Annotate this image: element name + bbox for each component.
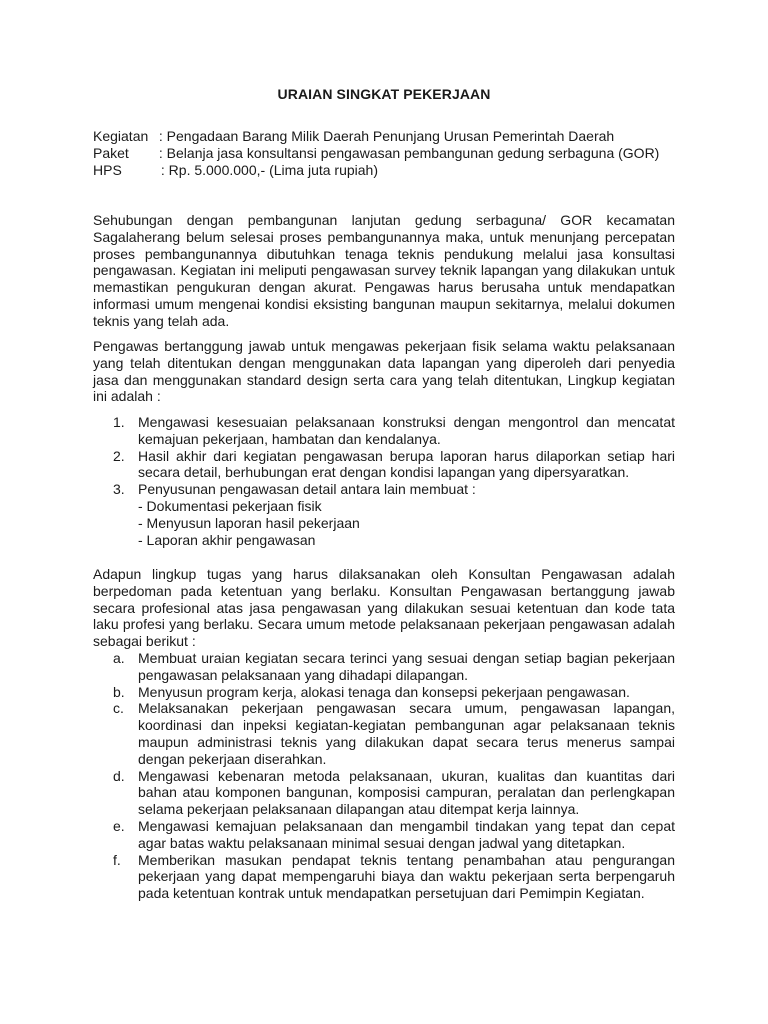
method-list	[93, 650, 675, 902]
list-text: Menyusun program kerja, alokasi tenaga dan konsepsi pekerjaan pengawasan.	[138, 683, 630, 700]
info-value: Belanja jasa konsultansi pengawasan pembangunan gedung serbaguna (GOR)	[166, 145, 660, 161]
list-text: Mengawasi kebenaran metoda pelaksanaan, ukuran, kualitas dan kuantitas dari bahan atau komponen bangunan, komposisi campuran, peralatan dan perlengkapan selama pekerjaan pelaksanaan dilapangan atau ditempat kerja lainnya.	[138, 767, 675, 818]
list-letter: c.	[113, 700, 124, 717]
info-row-paket: Paket : Belanja jasa konsultansi pengawasan pembangunan gedung serbaguna (GOR)	[93, 145, 660, 161]
list-letter: f.	[113, 851, 121, 868]
info-row-kegiatan: Kegiatan : Pengadaan Barang Milik Daerah Penunjang Urusan Pemerintah Daerah	[93, 128, 615, 144]
list-number: 3.	[113, 481, 125, 498]
scope-list	[93, 414, 675, 548]
sub-list-item: - Dokumentasi pekerjaan fisik	[138, 497, 322, 514]
list-text: Hasil akhir dari kegiatan pengawasan berupa laporan harus dilaporkan setiap hari secara detail, berhubungan erat dengan kondisi lapangan yang dipersyaratkan.	[138, 447, 675, 481]
list-letter: a.	[113, 650, 125, 666]
list-item	[93, 700, 675, 767]
paragraph-scope: Pengawas bertanggung jawab untuk mengawas pekerjaan fisik selama waktu pelaksanaan yang telah ditentukan dengan menggunakan data lapangan yang diperoleh dari penyedia jasa dan menggunakan standard design serta cara yang telah ditentukan, Lingkup kegiatan ini adalah :	[93, 338, 675, 405]
info-value: Rp. 5.000.000,- (Lima juta rupiah)	[168, 162, 379, 178]
paragraph-intro: Sehubungan dengan pembangunan lanjutan gedung serbaguna/ GOR kecamatan Sagalaherang belum selesai proses pembangunannya maka, untuk menunjang percepatan proses pembangunannya dibutuhkan tenaga teknis pendukung melalui jasa konsultasi pengawasan. Kegiatan ini meliputi pengawasan survey teknik lapangan yang dilakukan untuk memastikan pengukuran dengan akurat. Pengawas harus berusaha untuk mendapatkan informasi umum mengenai kondisi eksisting bangunan maupun sekitarnya, melalui dokumen teknis yang telah ada.	[93, 212, 675, 329]
info-label: Kegiatan	[93, 128, 149, 144]
document-title: URAIAN SINGKAT PEKERJAAN	[277, 86, 491, 102]
list-item	[93, 650, 675, 684]
list-number: 1.	[113, 414, 125, 430]
info-label: Paket	[93, 145, 129, 161]
list-item	[93, 768, 675, 818]
list-item	[93, 852, 675, 902]
list-item	[93, 818, 675, 852]
sub-list-item: - Menyusun laporan hasil pekerjaan	[138, 514, 360, 531]
list-number: 2.	[113, 447, 125, 464]
list-item	[93, 481, 675, 548]
list-item	[93, 684, 675, 701]
list-text: Melaksanakan pekerjaan pengawasan secara umum, pengawasan lapangan, koordinasi dan inpeksi kegiatan-kegiatan pembangunan agar pelaksanaan teknis maupun administrasi teknis yang dilakukan dapat secara terus menerus sampai dengan pekerjaan diserahkan.	[138, 700, 675, 767]
paragraph-method: Adapun lingkup tugas yang harus dilaksanakan oleh Konsultan Pengawasan adalah berpedoman pada ketentuan yang berlaku. Konsultan Pengawasan bertanggung jawab secara profesional atas jasa pengawasan yang dilakukan sesuai ketentuan dan kode tata laku profesi yang berlaku. Secara umum metode pelaksanaan pekerjaan pengawasan adalah sebagai berikut :	[93, 566, 675, 650]
list-item	[93, 448, 675, 482]
list-text: Penyusunan pengawasan detail antara lain membuat :	[138, 481, 476, 498]
list-item	[93, 414, 675, 448]
list-text: Mengawasi kesesuaian pelaksanaan konstruksi dengan mengontrol dan mencatat kemajuan pekerjaan, hambatan dan kendalanya.	[138, 414, 675, 447]
sub-list-item: - Laporan akhir pengawasan	[138, 531, 316, 548]
list-text: Memberikan masukan pendapat teknis tentang penambahan atau pengurangan pekerjaan yang dapat mempengaruhi biaya dan waktu pekerjaan serta berpengaruh pada ketentuan kontrak untuk mendapatkan persetujuan dari Pemimpin Kegiatan.	[138, 851, 675, 902]
list-letter: b.	[113, 683, 125, 700]
info-block	[93, 128, 693, 179]
info-row-hps: HPS : Rp. 5.000.000,- (Lima juta rupiah)	[93, 162, 379, 178]
list-text: Membuat uraian kegiatan secara terinci yang sesuai dengan setiap bagian pekerjaan pengawasan pelaksanaan yang dihadapi dilapangan.	[138, 650, 675, 683]
info-value: Pengadaan Barang Milik Daerah Penunjang Urusan Pemerintah Daerah	[166, 128, 615, 144]
list-letter: d.	[113, 767, 125, 784]
list-letter: e.	[113, 817, 125, 834]
list-text: Mengawasi kemajuan pelaksanaan dan mengambil tindakan yang tepat dan cepat agar batas waktu pelaksanaan minimal sesuai dengan jadwal yang ditetapkan.	[138, 817, 675, 851]
info-label: HPS	[93, 162, 122, 178]
